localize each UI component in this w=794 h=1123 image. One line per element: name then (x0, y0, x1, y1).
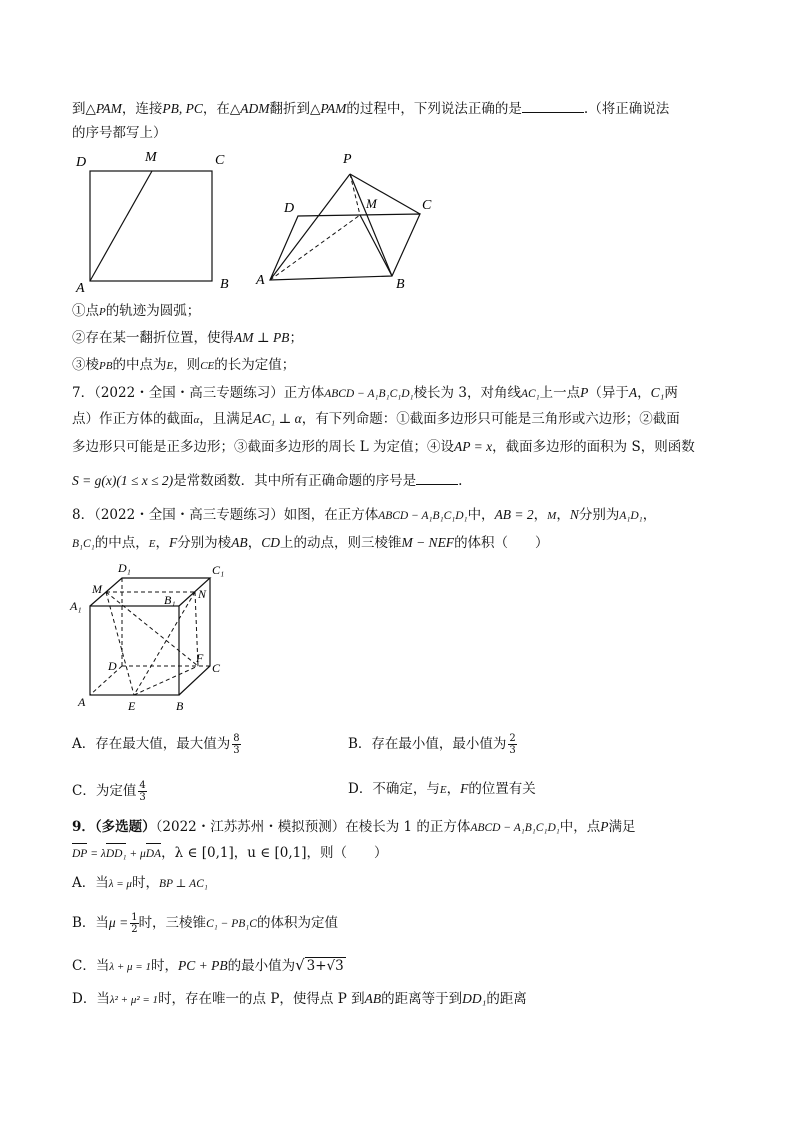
text: 的距离 (486, 991, 527, 1007)
text: ， (247, 535, 262, 551)
math-ab: AB (231, 535, 248, 550)
text: 上一点 (539, 385, 581, 401)
segment-me (106, 592, 134, 695)
q9-line1 (72, 818, 636, 837)
triangle-symbol: △ (85, 101, 96, 117)
math-adm: ADM (240, 101, 270, 116)
answer-blank[interactable] (522, 98, 584, 113)
text: 的中点为 (112, 357, 167, 373)
text: 的位置有关 (468, 781, 536, 797)
text: ，截面多边形的面积为 S，则函数 (492, 439, 695, 455)
label-d: D (284, 201, 295, 216)
math-cd: CD (261, 535, 280, 550)
text: ③棱 (72, 357, 99, 373)
edge-pc (350, 174, 420, 214)
text: 时， (150, 958, 178, 974)
text: C．为定值 (72, 783, 137, 799)
numerator: 1 (131, 912, 138, 923)
text: （2022・全国・高三专题练习）正方体 (94, 385, 325, 401)
text: （异于 (588, 385, 629, 401)
label-c: C (422, 198, 432, 213)
math-e: E (148, 538, 156, 550)
q8-option-a[interactable] (72, 733, 241, 756)
label-a: A (78, 695, 86, 709)
text: 的过程中，下列说法正确的是 (346, 101, 522, 117)
fraction (232, 733, 240, 756)
math-p: P (99, 306, 106, 318)
sqrt-value: 3+√3 (306, 958, 344, 974)
math-n: N (569, 507, 579, 522)
math-am-perp-pb: AM ⊥ PB (234, 330, 290, 345)
text: 时，三棱锥 (138, 915, 207, 931)
label-c: C (212, 661, 221, 675)
math-b1c1: B₁C₁ (72, 538, 95, 550)
math-m: M (547, 510, 557, 522)
math-ac1-perp-alpha: AC₁ ⊥ α (253, 411, 302, 426)
label-m: M (145, 150, 157, 165)
math-cube: ABCD − A₁B₁C₁D₁ (378, 510, 468, 522)
q6-figure-pyramid (250, 146, 450, 294)
edge-am-hidden (270, 215, 360, 280)
math-pb: PB (99, 360, 113, 372)
label-f: F (196, 651, 204, 665)
question-number: 8． (72, 507, 95, 523)
numerator: 8 (233, 733, 240, 744)
q9-option-b[interactable] (72, 912, 338, 935)
text: 点）作正方体的截面 (72, 411, 194, 427)
text: B．存在最小值，最小值为 (348, 736, 507, 752)
label-c: C (215, 153, 225, 168)
q7-line2 (72, 410, 680, 429)
text: 到 (72, 101, 86, 117)
math-ab-eq-2: AB = 2 (494, 507, 534, 522)
text: 分别为棱 (177, 535, 232, 551)
segment-ne (134, 592, 195, 695)
text: ， (642, 507, 657, 523)
denominator: 3 (139, 792, 146, 803)
text: 两 (664, 385, 678, 401)
text: B．当 (72, 915, 109, 931)
math-ce: CE (200, 360, 215, 372)
text: 是常数函数．其中所有正确命题的序号是 (173, 473, 417, 489)
q8-line2 (72, 534, 549, 553)
label-d1: D₁ (118, 561, 131, 575)
text: ， (533, 507, 548, 523)
math-p: P (580, 385, 589, 400)
q7-line1 (72, 384, 678, 403)
label-d: D (108, 659, 117, 673)
text: ，则 (173, 357, 201, 373)
q8-option-d[interactable] (348, 780, 536, 799)
text: D．不确定，与 (348, 781, 440, 797)
hidden-edge-da (90, 666, 122, 695)
label-n: N (198, 587, 207, 601)
q9-option-d[interactable] (72, 990, 527, 1009)
text: C．当 (72, 958, 110, 974)
text: ， (155, 535, 169, 551)
math-s-eq-gx: S = g(x)(1 ≤ x ≤ 2) (72, 473, 174, 488)
text: 中，点 (559, 819, 601, 835)
math-c1: C₁ (650, 385, 665, 400)
text: 的中点， (94, 535, 149, 551)
q6-statement-3 (72, 356, 295, 375)
label-m: M (92, 582, 102, 596)
text: ， (556, 507, 570, 523)
q9-option-a[interactable] (72, 874, 208, 893)
q7-line4 (72, 470, 462, 490)
math-p: P (600, 819, 609, 834)
q6-figure-square (70, 146, 240, 294)
math-pam: PAM (320, 101, 347, 116)
text: ①点 (72, 303, 99, 319)
text: ，λ ∈ [0,1]，u ∈ [0,1]，则（ ） (161, 845, 388, 861)
question-number: 9． (72, 819, 95, 835)
math-f: F (460, 781, 469, 796)
vector-dp: DP (72, 845, 87, 863)
q8-option-c[interactable] (72, 780, 147, 803)
text: 时， (131, 875, 159, 891)
text: 满足 (608, 819, 636, 835)
text: ； (289, 330, 303, 346)
numerator: 4 (139, 780, 146, 791)
answer-blank[interactable] (416, 470, 458, 485)
text: 的最小值为 (227, 958, 296, 974)
text: （2022・江苏苏州・模拟预测）在棱长为 1 的正方体 (155, 819, 471, 835)
math-mu-eq: μ = (108, 915, 129, 930)
math-lambda2-plus-mu2: λ² + μ² = 1 (109, 994, 159, 1006)
math-ab: AB (364, 991, 382, 1006)
text: 时，存在唯一的点 P，使得点 P 到 (158, 991, 365, 1007)
text: . (458, 473, 463, 489)
fraction (138, 780, 146, 803)
text: A．当 (72, 875, 109, 891)
text: 多边形只可能是正多边形；③截面多边形的周长 L 为定值；④设 (72, 439, 455, 455)
math-pam: PAM (95, 101, 122, 116)
q9-line2 (72, 844, 388, 863)
fraction (130, 912, 138, 935)
label-a: A (76, 281, 85, 294)
text: 的距离等于到 (381, 991, 463, 1007)
text: 翻折到 (269, 101, 311, 117)
text: 棱长为 3，对角线 (413, 385, 521, 401)
q6-statement-1 (72, 302, 200, 321)
math-dd1: DD₁ (462, 991, 487, 1006)
text: A．存在最大值，最大值为 (72, 736, 231, 752)
label-a: A (256, 273, 265, 288)
text: （2022・全国・高三专题练习）如图，在正方体 (94, 507, 379, 523)
text: 的长为定值； (214, 357, 296, 373)
sqrt-symbol: √ (295, 956, 305, 974)
vector-da: DA (146, 845, 161, 863)
edge-pa (270, 174, 350, 280)
segment-mf (106, 592, 198, 666)
q6-line2: 的序号都写上） (72, 125, 167, 141)
segment-am (90, 171, 152, 281)
math-ap-eq-x: AP = x (454, 439, 493, 454)
math-alpha: α (193, 414, 200, 426)
q7-line3 (72, 438, 695, 456)
text: 的轨迹为圆弧； (105, 303, 201, 319)
label-e: E (128, 699, 136, 713)
label-b: B (176, 699, 184, 713)
text: D．当 (72, 991, 110, 1007)
math-tetra: C₁ − PB₁C (206, 918, 257, 930)
multi-select-tag: （多选题） (94, 819, 156, 835)
text: 中， (467, 507, 495, 523)
denominator: 3 (509, 745, 516, 756)
math-pb-pc: PB, PC (162, 101, 203, 116)
label-m: M (366, 196, 377, 211)
text: ， (446, 781, 461, 797)
math-ac1: AC₁ (520, 388, 540, 400)
text: ，连接 (121, 101, 163, 117)
text: 的体积（ ） (454, 535, 549, 551)
vector-dd1: DD₁ (106, 845, 127, 863)
math-lambda-eq-mu: λ = μ (108, 878, 132, 890)
text: 分别为 (578, 507, 620, 523)
text: 上的动点，则三棱锥 (279, 535, 402, 551)
label-p: P (343, 152, 352, 167)
segment-ef (134, 666, 198, 695)
math-cube: ABCD − A₁B₁C₁D₁ (470, 822, 560, 834)
text: .（将正确说法 (583, 101, 670, 117)
label-c1: C₁ (212, 563, 225, 577)
math-lambda-plus-mu: λ + μ = 1 (109, 961, 151, 973)
math-pc-plus-pb: PC + PB (177, 958, 228, 973)
triangle-symbol: △ (229, 101, 241, 117)
math-m-nef: M − NEF (401, 535, 455, 550)
q8-option-b[interactable] (348, 733, 517, 756)
text: ②存在某一翻折位置，使得 (72, 330, 234, 346)
math-eq: = λ (87, 848, 106, 860)
text: ， (637, 385, 651, 401)
label-a1: A₁ (70, 599, 82, 613)
fraction (508, 733, 516, 756)
square-outline (90, 171, 212, 281)
triangle-symbol: △ (310, 101, 321, 117)
label-b: B (220, 277, 229, 292)
text: ，在 (202, 101, 230, 117)
edge-mb (360, 215, 392, 276)
edge-pb (350, 174, 392, 276)
math-eq: + μ (126, 848, 146, 860)
q6-line1 (72, 98, 669, 118)
q8-line1 (72, 506, 656, 525)
question-number: 7． (72, 385, 95, 401)
q8-figure-cube (68, 560, 238, 718)
label-d: D (76, 155, 87, 170)
base-outline (270, 214, 420, 280)
label-b: B (396, 277, 405, 292)
front-face (90, 606, 179, 695)
numerator: 2 (509, 733, 516, 744)
math-a1d1: A₁D₁ (619, 510, 643, 522)
math-cube: ABCD − A₁B₁C₁D₁ (324, 388, 414, 400)
math-f: F (168, 535, 178, 550)
label-b1: B₁ (164, 593, 176, 607)
math-e: E (439, 784, 447, 796)
math-e: E (166, 360, 174, 372)
text: 的体积为定值 (256, 915, 338, 931)
math-a: A (628, 385, 638, 400)
denominator: 2 (131, 924, 138, 935)
q6-statement-2 (72, 329, 303, 347)
text: ，有下列命题：①截面多边形只可能是三角形或六边形；②截面 (301, 411, 680, 427)
text: ，且满足 (199, 411, 254, 427)
q9-option-c[interactable] (72, 956, 346, 976)
math-bp-perp-ac1: BP ⊥ AC₁ (158, 878, 208, 890)
denominator: 3 (233, 745, 240, 756)
